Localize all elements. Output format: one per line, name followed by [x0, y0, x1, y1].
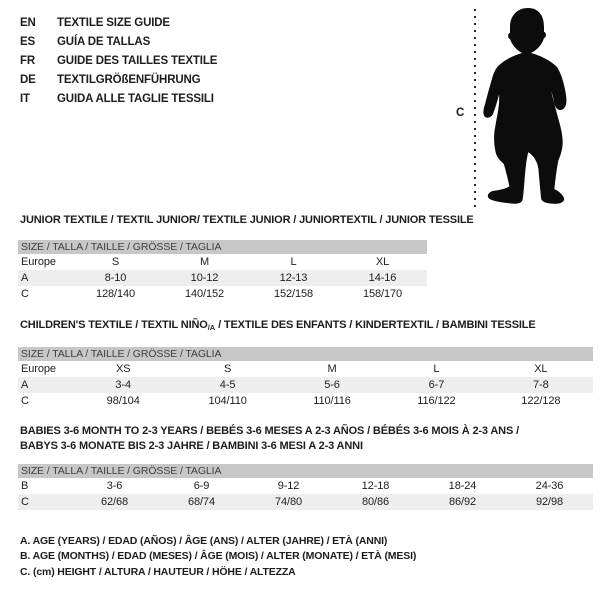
row-label: C — [21, 496, 29, 508]
height-cell: 62/68 — [100, 496, 129, 508]
table-row-europe — [18, 254, 427, 270]
height-cell: 110/116 — [313, 395, 351, 407]
height-cell: 116/122 — [417, 395, 456, 407]
table-row-age — [18, 270, 427, 286]
age-cell: 4-5 — [219, 379, 236, 391]
table-row-height — [18, 494, 593, 510]
age-cell: 24-36 — [535, 480, 564, 492]
title-text: CHILDREN'S TEXTILE / TEXTIL NIÑO — [20, 319, 208, 331]
row-label: A — [21, 379, 29, 391]
age-cell: 12-18 — [361, 480, 390, 492]
guide-title-en: TEXTILE SIZE GUIDE — [57, 16, 170, 29]
guide-title-es: GUÍA DE TALLAS — [57, 35, 151, 48]
size-cell: M — [199, 256, 210, 268]
height-measure-label: C — [456, 107, 465, 119]
height-cell: 92/98 — [535, 496, 564, 508]
table-row-age — [18, 377, 593, 393]
size-cell: XL — [375, 256, 390, 268]
row-label: B — [21, 480, 29, 492]
height-cell: 158/170 — [362, 288, 403, 300]
toddler-silhouette-image — [482, 2, 598, 212]
language-code: ES — [20, 35, 36, 48]
children-size-table — [18, 319, 593, 409]
legend-line-c: C. (cm) HEIGHT / ALTURA / HAUTEUR / HÖHE / ALTEZZA — [20, 565, 296, 578]
size-cell: M — [327, 363, 337, 375]
height-cell: 74/80 — [274, 496, 303, 508]
children-table-title — [18, 319, 593, 334]
language-title-list — [20, 13, 217, 108]
title-line-2: BABYS 3-6 MONATE BIS 2-3 JAHRE / BAMBINI 3-6 MESI A 2-3 ANNI — [20, 440, 363, 452]
height-cell: 128/140 — [95, 288, 136, 300]
language-code: DE — [20, 73, 36, 86]
legend-line-b: B. AGE (MONTHS) / EDAD (MESES) / ÂGE (MOIS) / ALTER (MONATE) / ETÀ (MESI) — [20, 550, 417, 563]
size-header-bar: SIZE / TALLA / TAILLE / GRÖSSE / TAGLIA — [18, 240, 427, 254]
size-cell: L — [433, 363, 440, 375]
table-row-height — [18, 286, 427, 302]
guide-title-fr: GUIDE DES TAILLES TEXTILE — [57, 54, 218, 67]
junior-size-table — [18, 214, 474, 302]
table-row-age-months — [18, 478, 593, 494]
height-cell: 80/86 — [361, 496, 390, 508]
age-cell: 14-16 — [368, 272, 397, 284]
language-code: FR — [20, 54, 36, 67]
size-header-bar: SIZE / TALLA / TAILLE / GRÖSSE / TAGLIA — [18, 464, 593, 478]
height-cell: 152/158 — [273, 288, 314, 300]
legend-line-a: A. AGE (YEARS) / EDAD (AÑOS) / ÂGE (ANS) / ALTER (JAHRE) / ETÀ (ANNI) — [20, 535, 388, 547]
row-label: Europe — [21, 363, 56, 375]
size-cell: XS — [115, 363, 131, 375]
size-cell: L — [290, 256, 297, 268]
row-label: C — [21, 288, 29, 300]
age-cell: 10-12 — [190, 272, 219, 284]
age-cell: 6-7 — [428, 379, 445, 391]
junior-table-title: JUNIOR TEXTILE / TEXTIL JUNIOR/ TEXTILE JUNIOR / JUNIORTEXTIL / JUNIOR TESSILE — [20, 214, 474, 226]
language-code: IT — [20, 92, 30, 105]
age-cell: 9-12 — [277, 480, 300, 492]
age-cell: 3-6 — [106, 480, 123, 492]
row-label: C — [21, 395, 29, 407]
measure-legend — [20, 534, 416, 580]
babies-table-title — [18, 424, 593, 454]
age-cell: 12-13 — [279, 272, 308, 284]
row-label: A — [21, 272, 29, 284]
title-subscript: /A — [207, 323, 216, 332]
title-line-1: BABIES 3-6 MONTH TO 2-3 YEARS / BEBÉS 3-6 MESES A 2-3 AÑOS / BÉBÉS 3-6 MOIS À 2-3 ANS / — [20, 425, 519, 437]
height-cell: 98/104 — [106, 395, 140, 407]
language-code: EN — [20, 16, 36, 29]
height-cell: 86/92 — [448, 496, 477, 508]
title-text: / TEXTILE DES ENFANTS / KINDERTEXTIL / BAMBINI TESSILE — [215, 319, 536, 331]
age-cell: 5-6 — [324, 379, 340, 391]
size-header-bar: SIZE / TALLA / TAILLE / GRÖSSE / TAGLIA — [18, 347, 593, 361]
height-cell: 122/128 — [521, 395, 561, 407]
age-cell: 8-10 — [104, 272, 127, 284]
height-cell: 140/152 — [184, 288, 225, 300]
age-cell: 3-4 — [115, 379, 131, 391]
language-row-de — [20, 70, 217, 89]
language-row-es — [20, 32, 217, 51]
language-row-it — [20, 89, 217, 108]
row-label: Europe — [21, 256, 56, 268]
language-row-en — [20, 13, 217, 32]
height-cell: 68/74 — [187, 496, 216, 508]
table-row-height — [18, 393, 593, 409]
height-cell: 104/110 — [208, 395, 247, 407]
guide-title-it: GUIDA ALLE TAGLIE TESSILI — [57, 92, 214, 105]
age-cell: 6-9 — [193, 480, 210, 492]
age-cell: 18-24 — [448, 480, 477, 492]
age-cell: 7-8 — [533, 379, 549, 391]
size-cell: S — [223, 363, 232, 375]
babies-size-table — [18, 424, 593, 510]
size-cell: S — [111, 256, 120, 268]
language-row-fr — [20, 51, 217, 70]
size-cell: XL — [534, 363, 548, 375]
table-row-europe — [18, 361, 593, 377]
guide-title-de: TEXTILGRÖßENFÜHRUNG — [57, 73, 201, 86]
height-dotted-line — [474, 9, 476, 208]
